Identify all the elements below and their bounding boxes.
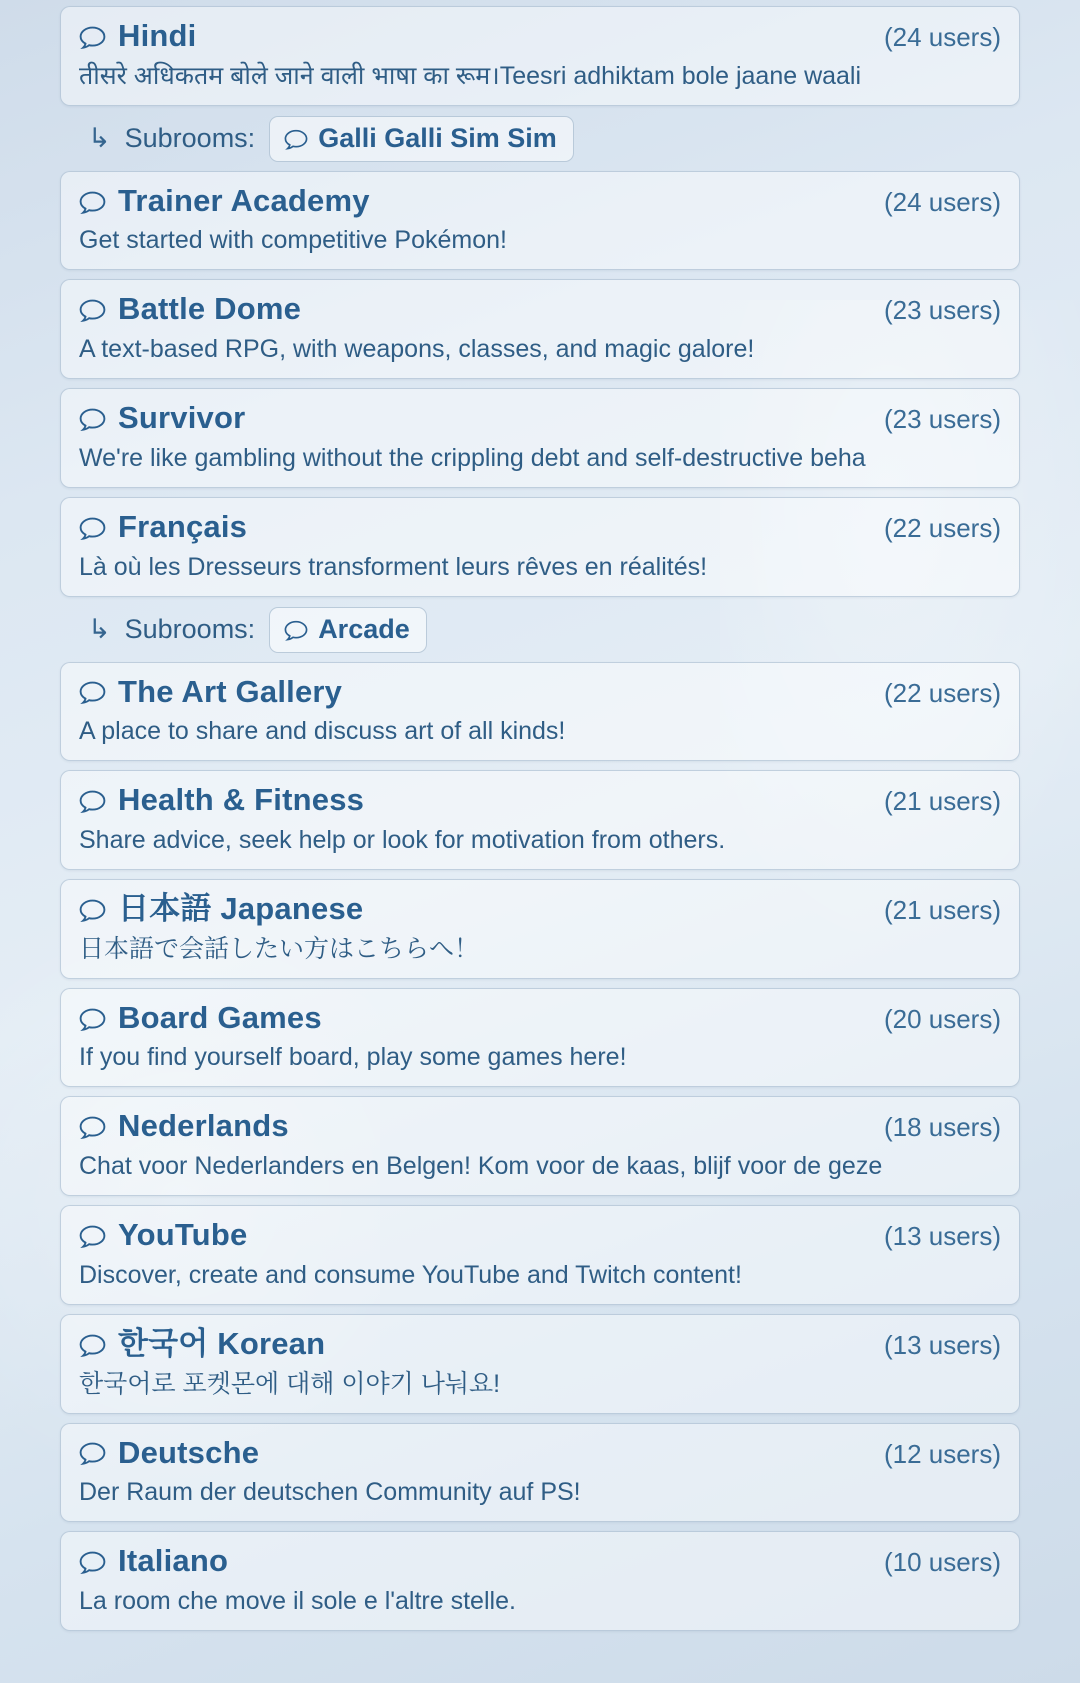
room-description: तीसरे अधिकतम बोले जाने वाली भाषा का रूम।Teesri adhiktam bole jaane waali bbox=[79, 61, 862, 90]
room-user-count: (21 users) bbox=[883, 895, 1001, 926]
room-title[interactable] bbox=[79, 1109, 289, 1144]
room-title[interactable] bbox=[79, 1001, 322, 1036]
room-description: 한국어로 포켓몬에 대해 이야기 나눠요! bbox=[79, 1369, 501, 1398]
room-description: Chat voor Nederlanders en Belgen! Kom voor de kaas, blijf voor de geze bbox=[79, 1152, 883, 1181]
room-user-count: (13 users) bbox=[883, 1221, 1001, 1252]
room-title-label: Trainer Academy bbox=[118, 182, 370, 218]
room-card[interactable] bbox=[60, 770, 1020, 870]
room-user-count: (22 users) bbox=[883, 677, 1001, 708]
room-header bbox=[79, 1544, 1001, 1579]
subroom-chip[interactable] bbox=[269, 116, 574, 162]
room-header bbox=[79, 1436, 1001, 1471]
room-row bbox=[0, 388, 1080, 488]
room-title[interactable] bbox=[79, 892, 363, 927]
room-title-label: 日本語 Japanese bbox=[118, 891, 364, 927]
subroom-arrow-icon: ↳ bbox=[88, 123, 111, 154]
chat-bubble-icon bbox=[79, 26, 106, 49]
subroom-label: Galli Galli Sim Sim bbox=[318, 122, 557, 153]
room-row bbox=[0, 1314, 1080, 1414]
room-card[interactable] bbox=[60, 879, 1020, 979]
room-description: La room che move il sole e l'altre stelle. bbox=[79, 1587, 516, 1616]
room-description: Get started with competitive Pokémon! bbox=[79, 226, 507, 255]
room-title[interactable] bbox=[79, 675, 342, 710]
room-row bbox=[0, 171, 1080, 271]
room-row bbox=[0, 770, 1080, 870]
room-title-label: Health & Fitness bbox=[118, 782, 365, 818]
room-title-label: YouTube bbox=[118, 1217, 248, 1253]
subrooms-row bbox=[88, 607, 1080, 653]
room-card[interactable] bbox=[60, 388, 1020, 488]
subrooms-label: Subrooms: bbox=[124, 123, 256, 154]
room-header bbox=[79, 292, 1001, 327]
room-title[interactable] bbox=[79, 1218, 247, 1253]
chat-bubble-icon bbox=[79, 790, 106, 813]
room-header bbox=[79, 1109, 1001, 1144]
room-row bbox=[0, 988, 1080, 1088]
room-title[interactable] bbox=[79, 401, 245, 436]
room-description: Là où les Dresseurs transforment leurs rêves en réalités! bbox=[79, 552, 708, 581]
room-title[interactable] bbox=[79, 1436, 259, 1471]
room-description: 日本語で会話したい方はこちらへ！ bbox=[79, 934, 480, 963]
subrooms-label: Subrooms: bbox=[124, 614, 256, 645]
room-row bbox=[0, 1531, 1080, 1631]
room-card[interactable] bbox=[60, 662, 1020, 762]
room-row bbox=[0, 6, 1080, 162]
chat-bubble-icon bbox=[284, 129, 308, 150]
room-user-count: (20 users) bbox=[883, 1003, 1001, 1034]
room-card[interactable] bbox=[60, 1205, 1020, 1305]
room-header bbox=[79, 675, 1001, 710]
room-card[interactable] bbox=[60, 497, 1020, 597]
room-title[interactable] bbox=[79, 510, 247, 545]
room-row bbox=[0, 497, 1080, 653]
room-user-count: (24 users) bbox=[883, 186, 1001, 217]
room-header bbox=[79, 783, 1001, 818]
chat-bubble-icon bbox=[79, 1008, 106, 1031]
room-row bbox=[0, 1423, 1080, 1523]
room-header bbox=[79, 184, 1001, 219]
chat-bubble-icon bbox=[79, 299, 106, 322]
room-user-count: (24 users) bbox=[883, 22, 1001, 52]
subrooms-row bbox=[88, 116, 1080, 162]
room-row bbox=[0, 279, 1080, 379]
subroom-arrow-icon: ↳ bbox=[88, 614, 111, 645]
room-title-label: The Art Gallery bbox=[118, 673, 343, 709]
chat-bubble-icon bbox=[79, 1225, 106, 1248]
room-user-count: (21 users) bbox=[883, 786, 1001, 817]
room-row bbox=[0, 1205, 1080, 1305]
chat-bubble-icon bbox=[79, 1116, 106, 1139]
room-title-label: 한국어 Korean bbox=[118, 1325, 326, 1361]
room-title-label: Nederlands bbox=[118, 1108, 289, 1144]
room-header bbox=[79, 401, 1001, 436]
chat-bubble-icon bbox=[79, 408, 106, 431]
chat-bubble-icon bbox=[79, 191, 106, 214]
room-title-label: Battle Dome bbox=[118, 291, 302, 327]
room-description: We're like gambling without the crippling debt and self-destructive beha bbox=[79, 443, 866, 472]
room-user-count: (23 users) bbox=[883, 404, 1001, 435]
room-user-count: (23 users) bbox=[883, 295, 1001, 326]
room-title-label: Français bbox=[118, 508, 248, 544]
room-title[interactable] bbox=[79, 783, 364, 818]
chat-bubble-icon bbox=[79, 681, 106, 704]
chat-bubble-icon bbox=[79, 1442, 106, 1465]
room-row bbox=[0, 1096, 1080, 1196]
room-header bbox=[79, 892, 1001, 927]
room-title-label: Survivor bbox=[118, 400, 246, 436]
room-title[interactable] bbox=[79, 19, 197, 54]
room-header bbox=[79, 19, 1001, 54]
chat-bubble-icon bbox=[79, 1551, 106, 1574]
room-title-label: Italiano bbox=[118, 1543, 229, 1579]
room-user-count: (10 users) bbox=[883, 1547, 1001, 1578]
room-card[interactable] bbox=[60, 1314, 1020, 1414]
room-card[interactable] bbox=[60, 988, 1020, 1088]
room-user-count: (12 users) bbox=[883, 1438, 1001, 1469]
chat-bubble-icon bbox=[79, 517, 106, 540]
room-title-label: Hindi bbox=[118, 18, 197, 53]
chat-bubble-icon bbox=[284, 620, 308, 641]
room-title[interactable] bbox=[79, 1544, 228, 1579]
room-description: Discover, create and consume YouTube and Twitch content! bbox=[79, 1260, 742, 1289]
room-header bbox=[79, 1327, 1001, 1362]
room-title[interactable] bbox=[79, 1327, 325, 1362]
room-user-count: (22 users) bbox=[883, 512, 1001, 543]
room-card[interactable] bbox=[60, 279, 1020, 379]
room-user-count: (13 users) bbox=[883, 1329, 1001, 1360]
room-description: A text-based RPG, with weapons, classes, and magic galore! bbox=[79, 335, 755, 364]
room-title-label: Board Games bbox=[118, 999, 322, 1035]
room-description: Der Raum der deutschen Community auf PS! bbox=[79, 1478, 581, 1507]
room-title[interactable] bbox=[79, 292, 301, 327]
room-card[interactable] bbox=[60, 1531, 1020, 1631]
room-header bbox=[79, 1218, 1001, 1253]
room-row bbox=[0, 879, 1080, 979]
room-card[interactable] bbox=[60, 1096, 1020, 1196]
room-description: If you find yourself board, play some games here! bbox=[79, 1043, 627, 1072]
room-header bbox=[79, 510, 1001, 545]
subroom-label: Arcade bbox=[318, 613, 410, 644]
room-description: Share advice, seek help or look for motivation from others. bbox=[79, 826, 726, 855]
room-user-count: (18 users) bbox=[883, 1112, 1001, 1143]
room-row bbox=[0, 662, 1080, 762]
room-card[interactable] bbox=[60, 1423, 1020, 1523]
chat-bubble-icon bbox=[79, 1334, 106, 1357]
chat-bubble-icon bbox=[79, 899, 106, 922]
subroom-chip[interactable] bbox=[269, 607, 427, 653]
room-title[interactable] bbox=[79, 184, 370, 219]
room-title-label: Deutsche bbox=[118, 1434, 260, 1470]
room-header bbox=[79, 1001, 1001, 1036]
room-card[interactable] bbox=[60, 171, 1020, 271]
room-card[interactable] bbox=[60, 6, 1020, 106]
room-description: A place to share and discuss art of all kinds! bbox=[79, 717, 566, 746]
